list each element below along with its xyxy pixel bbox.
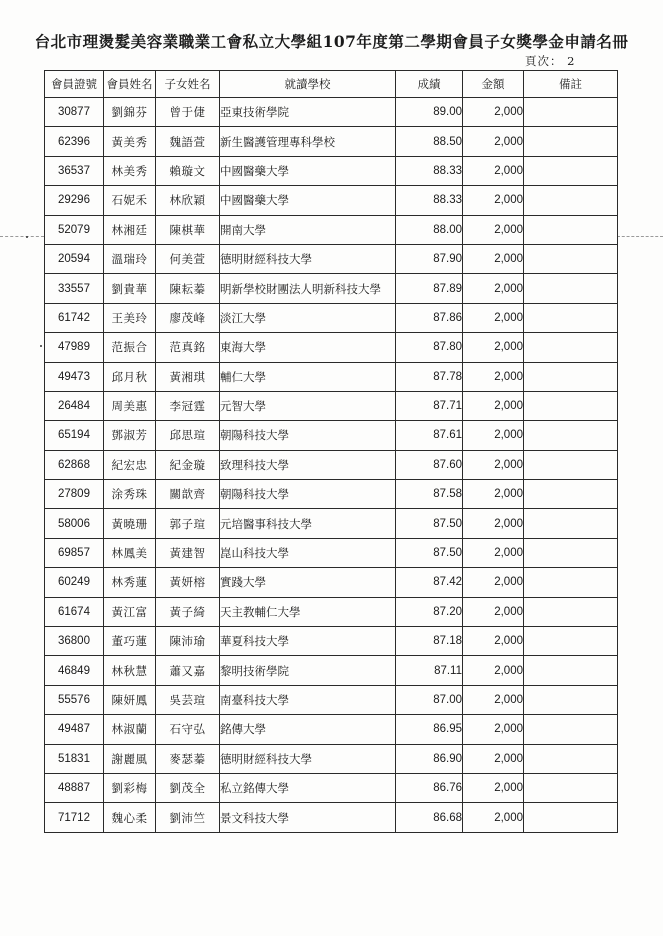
member-name-cell: 劉貴華 xyxy=(104,274,156,303)
child-name-cell: 麥瑟蓁 xyxy=(156,744,220,773)
amount-cell: 2,000 xyxy=(463,568,524,597)
table-row xyxy=(45,538,618,567)
child-name-cell: 陳棋華 xyxy=(156,215,220,244)
table-row xyxy=(45,509,618,538)
score-cell: 87.90 xyxy=(396,244,463,273)
table-row xyxy=(45,98,618,127)
member-id-cell: 36800 xyxy=(45,627,104,656)
school-cell: 明新學校財團法人明新科技大學 xyxy=(220,274,396,303)
score-cell: 87.42 xyxy=(396,568,463,597)
child-name-cell: 吳芸瑄 xyxy=(156,685,220,714)
table-row xyxy=(45,244,618,273)
amount-cell: 2,000 xyxy=(463,186,524,215)
member-id-cell: 49487 xyxy=(45,715,104,744)
score-cell: 88.33 xyxy=(396,186,463,215)
member-name-cell: 林秀蓮 xyxy=(104,568,156,597)
member-name-cell: 鄧淑芳 xyxy=(104,421,156,450)
member-id-cell: 61674 xyxy=(45,597,104,626)
member-name-cell: 黃江富 xyxy=(104,597,156,626)
school-cell: 天主教輔仁大學 xyxy=(220,597,396,626)
child-name-cell: 關歆齊 xyxy=(156,480,220,509)
school-cell: 實踐大學 xyxy=(220,568,396,597)
note-cell xyxy=(524,450,618,479)
header-score: 成績 xyxy=(396,71,463,98)
scan-speck xyxy=(26,236,28,238)
child-name-cell: 郭子瑄 xyxy=(156,509,220,538)
scan-artifact-line xyxy=(617,236,663,237)
table-row xyxy=(45,480,618,509)
note-cell xyxy=(524,715,618,744)
note-cell xyxy=(524,244,618,273)
amount-cell: 2,000 xyxy=(463,127,524,156)
amount-cell: 2,000 xyxy=(463,303,524,332)
child-name-cell: 陳耘蓁 xyxy=(156,274,220,303)
member-name-cell: 謝麗風 xyxy=(104,744,156,773)
school-cell: 朝陽科技大學 xyxy=(220,480,396,509)
child-name-cell: 蕭又嘉 xyxy=(156,656,220,685)
child-name-cell: 魏語萱 xyxy=(156,127,220,156)
table-body xyxy=(45,98,618,833)
note-cell xyxy=(524,773,618,802)
amount-cell: 2,000 xyxy=(463,538,524,567)
child-name-cell: 廖茂峰 xyxy=(156,303,220,332)
table-row xyxy=(45,656,618,685)
table-row xyxy=(45,450,618,479)
score-cell: 87.80 xyxy=(396,333,463,362)
member-name-cell: 林鳳美 xyxy=(104,538,156,567)
score-cell: 86.95 xyxy=(396,715,463,744)
child-name-cell: 范真銘 xyxy=(156,333,220,362)
table-row xyxy=(45,568,618,597)
member-id-cell: 36537 xyxy=(45,156,104,185)
member-id-cell: 46849 xyxy=(45,656,104,685)
table-row xyxy=(45,186,618,215)
amount-cell: 2,000 xyxy=(463,98,524,127)
member-name-cell: 黃美秀 xyxy=(104,127,156,156)
child-name-cell: 曾于倢 xyxy=(156,98,220,127)
score-cell: 87.20 xyxy=(396,597,463,626)
note-cell xyxy=(524,186,618,215)
school-cell: 中國醫藥大學 xyxy=(220,186,396,215)
amount-cell: 2,000 xyxy=(463,744,524,773)
member-name-cell: 邱月秋 xyxy=(104,362,156,391)
amount-cell: 2,000 xyxy=(463,715,524,744)
note-cell xyxy=(524,362,618,391)
note-cell xyxy=(524,568,618,597)
header-child-name: 子女姓名 xyxy=(156,71,220,98)
member-name-cell: 涂秀珠 xyxy=(104,480,156,509)
table-row xyxy=(45,362,618,391)
amount-cell: 2,000 xyxy=(463,156,524,185)
amount-cell: 2,000 xyxy=(463,597,524,626)
table-row xyxy=(45,391,618,420)
member-id-cell: 69857 xyxy=(45,538,104,567)
school-cell: 元智大學 xyxy=(220,391,396,420)
member-id-cell: 47989 xyxy=(45,333,104,362)
member-id-cell: 61742 xyxy=(45,303,104,332)
member-id-cell: 71712 xyxy=(45,803,104,832)
score-cell: 88.33 xyxy=(396,156,463,185)
scan-speck xyxy=(40,345,42,347)
member-name-cell: 周美惠 xyxy=(104,391,156,420)
score-cell: 87.58 xyxy=(396,480,463,509)
note-cell xyxy=(524,127,618,156)
table-header-row xyxy=(45,71,618,98)
member-id-cell: 52079 xyxy=(45,215,104,244)
child-name-cell: 賴璇文 xyxy=(156,156,220,185)
page-number xyxy=(525,53,575,69)
note-cell xyxy=(524,480,618,509)
note-cell xyxy=(524,803,618,832)
school-cell: 朝陽科技大學 xyxy=(220,421,396,450)
school-cell: 景文科技大學 xyxy=(220,803,396,832)
member-id-cell: 62396 xyxy=(45,127,104,156)
member-id-cell: 60249 xyxy=(45,568,104,597)
scholarship-roster-table xyxy=(44,70,618,833)
member-id-cell: 62868 xyxy=(45,450,104,479)
scan-artifact-line xyxy=(0,236,44,237)
score-cell: 86.90 xyxy=(396,744,463,773)
table-row xyxy=(45,803,618,832)
note-cell xyxy=(524,685,618,714)
score-cell: 87.71 xyxy=(396,391,463,420)
child-name-cell: 何美萱 xyxy=(156,244,220,273)
school-cell: 淡江大學 xyxy=(220,303,396,332)
amount-cell: 2,000 xyxy=(463,480,524,509)
school-cell: 致理科技大學 xyxy=(220,450,396,479)
member-name-cell: 林美秀 xyxy=(104,156,156,185)
school-cell: 南臺科技大學 xyxy=(220,685,396,714)
amount-cell: 2,000 xyxy=(463,244,524,273)
member-id-cell: 30877 xyxy=(45,98,104,127)
member-id-cell: 49473 xyxy=(45,362,104,391)
school-cell: 東海大學 xyxy=(220,333,396,362)
amount-cell: 2,000 xyxy=(463,450,524,479)
score-cell: 87.78 xyxy=(396,362,463,391)
table-row xyxy=(45,773,618,802)
table-row xyxy=(45,333,618,362)
child-name-cell: 黃湘琪 xyxy=(156,362,220,391)
school-cell: 新生醫護管理專科學校 xyxy=(220,127,396,156)
note-cell xyxy=(524,274,618,303)
member-id-cell: 29296 xyxy=(45,186,104,215)
amount-cell: 2,000 xyxy=(463,333,524,362)
amount-cell: 2,000 xyxy=(463,773,524,802)
note-cell xyxy=(524,656,618,685)
member-name-cell: 王美玲 xyxy=(104,303,156,332)
child-name-cell: 紀金璇 xyxy=(156,450,220,479)
school-cell: 中國醫藥大學 xyxy=(220,156,396,185)
note-cell xyxy=(524,215,618,244)
child-name-cell: 李冠霆 xyxy=(156,391,220,420)
score-cell: 87.50 xyxy=(396,509,463,538)
score-cell: 87.86 xyxy=(396,303,463,332)
member-name-cell: 董巧蓮 xyxy=(104,627,156,656)
member-name-cell: 紀宏忠 xyxy=(104,450,156,479)
header-note: 備註 xyxy=(524,71,618,98)
note-cell xyxy=(524,744,618,773)
child-name-cell: 陳沛瑜 xyxy=(156,627,220,656)
header-member-id: 會員證號 xyxy=(45,71,104,98)
note-cell xyxy=(524,98,618,127)
document-title: 台北市理燙髮美容業職業工會私立大學組107年度第二學期會員子女獎學金申請名冊 xyxy=(34,32,629,51)
school-cell: 德明財經科技大學 xyxy=(220,744,396,773)
note-cell xyxy=(524,509,618,538)
amount-cell: 2,000 xyxy=(463,627,524,656)
table-row xyxy=(45,685,618,714)
amount-cell: 2,000 xyxy=(463,215,524,244)
table-row xyxy=(45,303,618,332)
note-cell xyxy=(524,333,618,362)
header-amount: 金額 xyxy=(463,71,524,98)
member-id-cell: 58006 xyxy=(45,509,104,538)
score-cell: 87.11 xyxy=(396,656,463,685)
score-cell: 87.18 xyxy=(396,627,463,656)
member-name-cell: 魏心柔 xyxy=(104,803,156,832)
member-name-cell: 范振合 xyxy=(104,333,156,362)
member-name-cell: 溫瑞玲 xyxy=(104,244,156,273)
school-cell: 黎明技術學院 xyxy=(220,656,396,685)
amount-cell: 2,000 xyxy=(463,421,524,450)
note-cell xyxy=(524,303,618,332)
member-id-cell: 55576 xyxy=(45,685,104,714)
school-cell: 亞東技術學院 xyxy=(220,98,396,127)
score-cell: 87.50 xyxy=(396,538,463,567)
school-cell: 銘傳大學 xyxy=(220,715,396,744)
table-row xyxy=(45,715,618,744)
note-cell xyxy=(524,597,618,626)
note-cell xyxy=(524,627,618,656)
page-number-label: 頁次： xyxy=(525,54,563,68)
member-id-cell: 26484 xyxy=(45,391,104,420)
amount-cell: 2,000 xyxy=(463,685,524,714)
note-cell xyxy=(524,421,618,450)
school-cell: 元培醫事科技大學 xyxy=(220,509,396,538)
score-cell: 89.00 xyxy=(396,98,463,127)
table-row xyxy=(45,597,618,626)
school-cell: 崑山科技大學 xyxy=(220,538,396,567)
child-name-cell: 劉茂全 xyxy=(156,773,220,802)
amount-cell: 2,000 xyxy=(463,274,524,303)
table-row xyxy=(45,421,618,450)
member-name-cell: 劉錦芬 xyxy=(104,98,156,127)
score-cell: 87.89 xyxy=(396,274,463,303)
amount-cell: 2,000 xyxy=(463,509,524,538)
member-name-cell: 林淑蘭 xyxy=(104,715,156,744)
member-id-cell: 20594 xyxy=(45,244,104,273)
school-cell: 開南大學 xyxy=(220,215,396,244)
school-cell: 輔仁大學 xyxy=(220,362,396,391)
member-id-cell: 33557 xyxy=(45,274,104,303)
member-id-cell: 48887 xyxy=(45,773,104,802)
page-number-value: 2 xyxy=(567,54,576,68)
score-cell: 86.76 xyxy=(396,773,463,802)
table-row xyxy=(45,127,618,156)
member-id-cell: 65194 xyxy=(45,421,104,450)
note-cell xyxy=(524,538,618,567)
child-name-cell: 林欣穎 xyxy=(156,186,220,215)
member-id-cell: 27809 xyxy=(45,480,104,509)
school-cell: 德明財經科技大學 xyxy=(220,244,396,273)
child-name-cell: 黃子綺 xyxy=(156,597,220,626)
child-name-cell: 石守弘 xyxy=(156,715,220,744)
amount-cell: 2,000 xyxy=(463,803,524,832)
table-row xyxy=(45,274,618,303)
header-member-name: 會員姓名 xyxy=(104,71,156,98)
member-name-cell: 林秋慧 xyxy=(104,656,156,685)
member-name-cell: 黃曉珊 xyxy=(104,509,156,538)
score-cell: 87.60 xyxy=(396,450,463,479)
score-cell: 86.68 xyxy=(396,803,463,832)
table-row xyxy=(45,744,618,773)
table-row xyxy=(45,215,618,244)
school-cell: 私立銘傳大學 xyxy=(220,773,396,802)
note-cell xyxy=(524,156,618,185)
header-school: 就讀學校 xyxy=(220,71,396,98)
member-name-cell: 林湘廷 xyxy=(104,215,156,244)
child-name-cell: 邱思瑄 xyxy=(156,421,220,450)
child-name-cell: 劉沛竺 xyxy=(156,803,220,832)
score-cell: 87.00 xyxy=(396,685,463,714)
member-name-cell: 劉彩梅 xyxy=(104,773,156,802)
table-row xyxy=(45,156,618,185)
amount-cell: 2,000 xyxy=(463,391,524,420)
school-cell: 華夏科技大學 xyxy=(220,627,396,656)
member-name-cell: 陳妍鳳 xyxy=(104,685,156,714)
score-cell: 87.61 xyxy=(396,421,463,450)
score-cell: 88.00 xyxy=(396,215,463,244)
note-cell xyxy=(524,391,618,420)
child-name-cell: 黃建智 xyxy=(156,538,220,567)
table-row xyxy=(45,627,618,656)
child-name-cell: 黃妍榕 xyxy=(156,568,220,597)
score-cell: 88.50 xyxy=(396,127,463,156)
member-name-cell: 石妮禾 xyxy=(104,186,156,215)
amount-cell: 2,000 xyxy=(463,656,524,685)
amount-cell: 2,000 xyxy=(463,362,524,391)
member-id-cell: 51831 xyxy=(45,744,104,773)
